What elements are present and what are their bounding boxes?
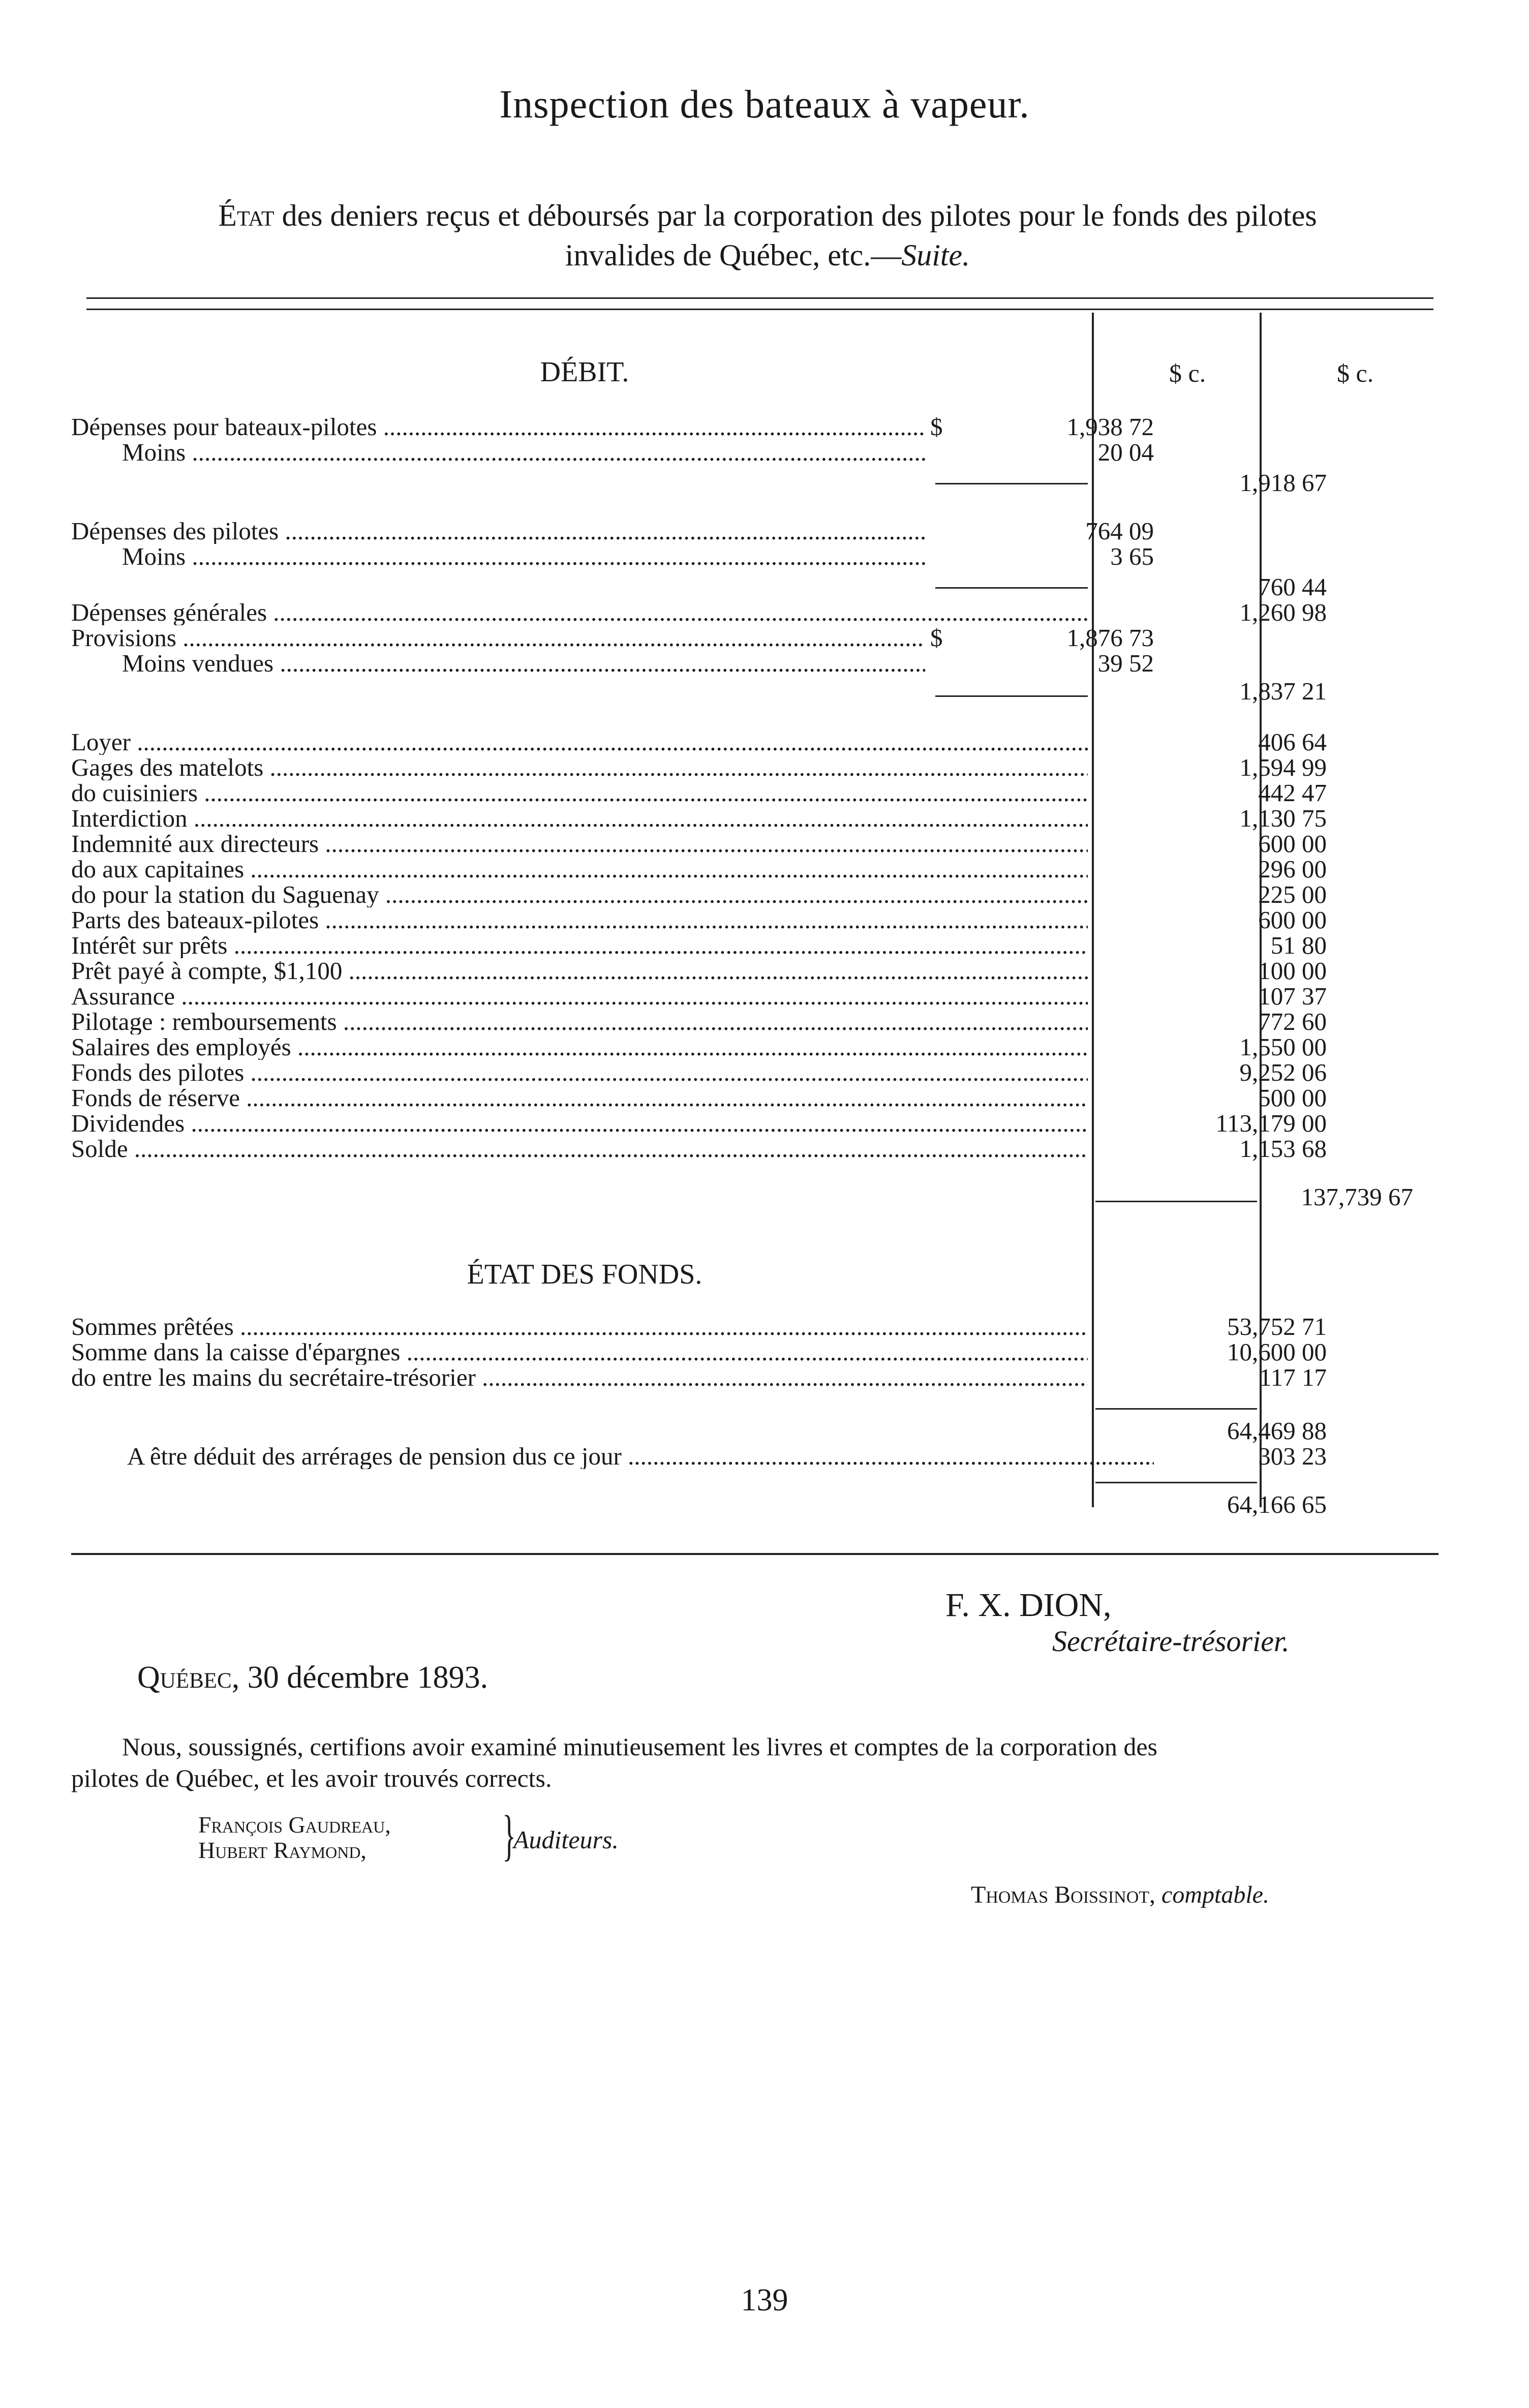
debit-row-amount: 1,837 21: [1239, 677, 1327, 705]
top-rule: [86, 297, 1433, 299]
place: Québec: [137, 1660, 232, 1695]
date: , 30 décembre 1893.: [231, 1660, 488, 1695]
debit-row-label: Dépenses générales .....: [71, 600, 1088, 625]
debit-row-amount: 1,130 75: [1239, 804, 1327, 832]
auditor-1: François Gaudreau,: [198, 1812, 391, 1838]
debit-row-label: Fonds de réserve .....: [71, 1085, 1088, 1111]
debit-row-label: Interdiction .....: [71, 806, 1088, 831]
funds-row-amount: 117 17: [1259, 1363, 1327, 1391]
debit-row-subamount: 39 52: [1097, 649, 1154, 677]
debit-row-amount: 113,179 00: [1215, 1109, 1327, 1137]
debit-row-amount: 1,594 99: [1239, 753, 1327, 781]
debit-row-subamount: 764 09: [1085, 517, 1154, 545]
debit-row-amount: 100 00: [1258, 957, 1327, 985]
debit-row-label: Dépenses pour bateaux-pilotes .....: [71, 414, 925, 440]
debit-row-label: do cuisiniers .....: [71, 780, 1088, 806]
debit-row-label: Loyer .....: [71, 729, 1088, 755]
funds-rule-2: [1095, 1482, 1257, 1483]
certification-line2: pilotes de Québec, et les avoir trouvés corrects.: [71, 1764, 552, 1792]
debit-row-label: Intérêt sur prêts .....: [71, 933, 1088, 958]
debit-row-amount: 442 47: [1258, 779, 1327, 807]
debit-row-label: Parts des bateaux-pilotes .....: [71, 907, 1088, 933]
debit-row-amount: 600 00: [1258, 906, 1327, 934]
debit-row-label: Moins vendues .....: [122, 651, 925, 676]
debit-row-amount: 1,153 68: [1239, 1135, 1327, 1163]
debit-row-amount: 1,550 00: [1239, 1033, 1327, 1061]
debit-row-subamount: 3 65: [1110, 542, 1154, 570]
debit-row-amount: 9,252 06: [1239, 1058, 1327, 1086]
subtotal-rule-1: [935, 483, 1088, 484]
debit-row-subamount: 20 04: [1097, 438, 1154, 466]
debit-row-label: do aux capitaines .....: [71, 857, 1088, 882]
debit-row-amount: 760 44: [1258, 573, 1327, 601]
debit-row-amount: 225 00: [1258, 880, 1327, 908]
debit-row-label: Salaires des employés .....: [71, 1034, 1088, 1060]
debit-row-label: Moins .....: [122, 440, 925, 465]
auditor-role: Auditeurs.: [513, 1825, 619, 1854]
page-title: Inspection des bateaux à vapeur.: [499, 82, 1030, 126]
comptable-role: comptable.: [1161, 1881, 1269, 1908]
funds-final: 64,166 65: [1227, 1490, 1327, 1518]
debit-row-amount: 1,260 98: [1239, 598, 1327, 626]
certification: [71, 1731, 1444, 1794]
currency-sign: $: [930, 624, 943, 652]
funds-row-amount: 53,752 71: [1227, 1313, 1327, 1340]
funds-deduct-label: A être déduit des arrérages de pension dus ce jour .....: [127, 1444, 1154, 1469]
funds-deduct-value: 303 23: [1258, 1442, 1327, 1470]
subtotal-rule-3: [935, 695, 1088, 697]
auditor-brace: }: [502, 1804, 516, 1866]
debit-row-label: do pour la station du Saguenay .....: [71, 882, 1088, 907]
debit-row-label: Provisions .....: [71, 625, 925, 651]
debit-row-amount: 51 80: [1270, 931, 1327, 959]
funds-row-label: do entre les mains du secrétaire-trésorier .....: [71, 1365, 1088, 1390]
subtitle: [81, 196, 1454, 275]
subtotal-rule-2: [935, 587, 1088, 589]
top-rule-2: [86, 309, 1433, 310]
debit-row-amount: 500 00: [1258, 1084, 1327, 1112]
col3-header: $ c.: [1337, 359, 1374, 387]
debit-row-amount: 600 00: [1258, 830, 1327, 858]
subtitle-suite: Suite.: [901, 238, 970, 272]
funds-row-label: Sommes prêtées .....: [71, 1314, 1088, 1339]
debit-row-label: Fonds des pilotes .....: [71, 1060, 1088, 1085]
debit-row-label: Solde .....: [71, 1136, 1088, 1162]
total-rule: [1095, 1201, 1257, 1202]
debit-row-label: Assurance .....: [71, 984, 1088, 1009]
subtitle-lead: État: [218, 199, 274, 232]
bottom-rule: [71, 1553, 1439, 1555]
auditor-names: [198, 1812, 391, 1863]
column-divider-1: [1092, 313, 1094, 1507]
funds-row-label: Somme dans la caisse d'épargnes .....: [71, 1339, 1088, 1365]
col2-header: $ c.: [1169, 359, 1206, 387]
signature-name: F. X. DION,: [945, 1587, 1112, 1624]
grand-total: 137,739 67: [1301, 1183, 1413, 1211]
debit-row-amount: 107 37: [1258, 982, 1327, 1010]
debit-row-amount: 1,918 67: [1239, 469, 1327, 497]
funds-rule-1: [1095, 1408, 1257, 1410]
debit-row-label: Gages des matelots .....: [71, 755, 1088, 780]
debit-row-subamount: 1,876 73: [1066, 624, 1154, 652]
debit-heading: DÉBIT.: [540, 356, 629, 388]
debit-row-label: Dépenses des pilotes .....: [71, 519, 925, 544]
auditor-2: Hubert Raymond,: [198, 1837, 366, 1863]
certification-line1: Nous, soussignés, certifions avoir examiné minutieusement les livres et comptes de la corporation des: [122, 1732, 1158, 1761]
debit-row-label: Pilotage : remboursements .....: [71, 1009, 1088, 1034]
debit-row-subamount: 1,938 72: [1066, 413, 1154, 441]
subtitle-line1: des deniers reçus et déboursés par la corporation des pilotes pour le fonds des pilotes: [282, 199, 1317, 232]
subtitle-line2: invalides de Québec, etc.—: [565, 238, 902, 272]
debit-row-label: Moins .....: [122, 544, 925, 569]
debit-row-label: Indemnité aux directeurs .....: [71, 831, 1088, 857]
debit-row-amount: 772 60: [1258, 1008, 1327, 1035]
comptable-name: Thomas Boissinot: [971, 1881, 1150, 1908]
signature-role: Secrétaire-trésorier.: [1052, 1625, 1290, 1658]
place-date: [137, 1660, 488, 1696]
funds-row-amount: 10,600 00: [1227, 1338, 1327, 1366]
debit-row-label: Prêt payé à compte, $1,100 .....: [71, 958, 1088, 984]
page-number: 139: [741, 2283, 788, 2318]
debit-row-amount: 406 64: [1258, 728, 1327, 756]
debit-row-amount: 296 00: [1258, 855, 1327, 883]
funds-heading: ÉTAT DES FONDS.: [467, 1259, 702, 1290]
funds-subtotal: 64,469 88: [1227, 1417, 1327, 1445]
comptable: Thomas Boissinot, comptable.: [971, 1881, 1269, 1908]
debit-row-label: Dividendes .....: [71, 1111, 1088, 1136]
currency-sign: $: [930, 413, 943, 441]
